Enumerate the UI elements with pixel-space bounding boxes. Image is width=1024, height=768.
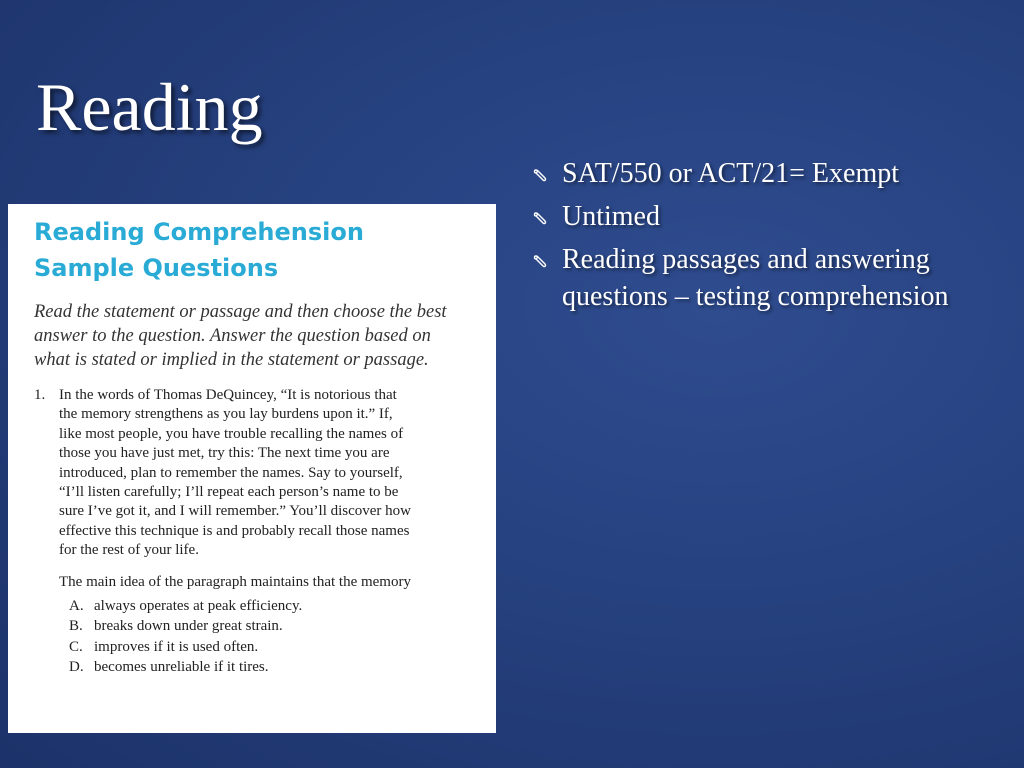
passage-line: for the rest of your life. (59, 542, 199, 559)
sample-instructions: Read the statement or passage and then choose the best answer to the question. Answer the question based on what is stated or implied in the statement or passage. (34, 302, 447, 370)
bullet-item (532, 241, 1022, 315)
bullet-list (532, 155, 1022, 321)
answer-option (59, 657, 470, 677)
answer-option (59, 616, 470, 636)
passage-line: the memory strengthens as you lay burdens upon it.” If, (59, 406, 393, 423)
scroll-bullet-icon (532, 253, 548, 269)
sample-questions-image (8, 204, 496, 733)
question-passage (59, 386, 470, 561)
question-stem: The main idea of the paragraph maintains that the memory (59, 573, 411, 590)
passage-line: those you have just met, try this: The next time you are (59, 445, 390, 462)
answer-option (59, 596, 470, 616)
scroll-bullet-icon (532, 167, 548, 183)
scroll-bullet-icon (532, 210, 548, 226)
bullet-text: SAT/550 or ACT/21= Exempt (562, 158, 900, 189)
passage-line: sure I’ve got it, and I will remember.” You’ll discover how (59, 503, 412, 520)
bullet-item (532, 155, 1022, 192)
question-number: 1. (34, 387, 46, 403)
option-letter: A. (69, 598, 84, 615)
option-letter: D. (69, 659, 84, 676)
option-text: becomes unreliable if it tires. (94, 659, 269, 676)
option-text: breaks down under great strain. (94, 618, 283, 635)
passage-line: In the words of Thomas DeQuincey, “It is notorious that (59, 387, 397, 403)
bullet-text: Untimed (562, 201, 660, 232)
sample-heading-line2: Sample Questions (34, 254, 279, 282)
answer-option (59, 637, 470, 657)
option-letter: C. (69, 638, 83, 655)
passage-line: introduced, plan to remember the names. Say to yourself, (59, 464, 403, 481)
answer-options (59, 596, 470, 678)
passage-line: effective this technique is and probably recall those names (59, 522, 410, 539)
passage-line: like most people, you have trouble recalling the names of (59, 425, 404, 442)
bullet-item (532, 198, 1022, 235)
question-item (34, 386, 470, 678)
sample-heading-line1: Reading Comprehension (34, 218, 364, 246)
option-text: always operates at peak efficiency. (94, 598, 303, 615)
bullet-text: Reading passages and answering questions – testing comprehension (562, 244, 949, 312)
passage-line: “I’ll listen carefully; I’ll repeat each person’s name to be (59, 484, 399, 501)
option-text: improves if it is used often. (94, 638, 259, 655)
option-letter: B. (69, 618, 83, 635)
slide-title: Reading (36, 69, 263, 145)
sample-heading (34, 214, 470, 286)
